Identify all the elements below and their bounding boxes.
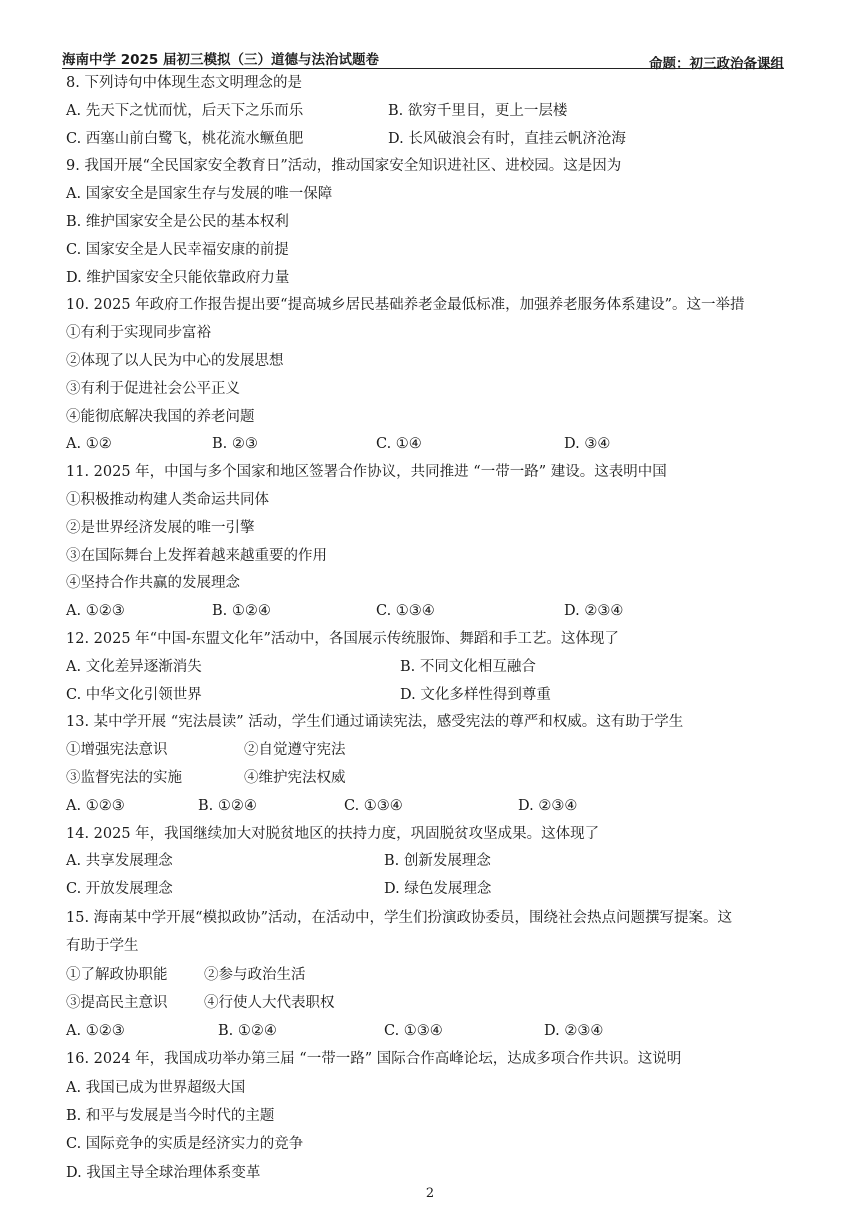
option-d: D. ②③④ (544, 1023, 604, 1040)
question-list (66, 70, 806, 1187)
question-15-stem-continued: 有助于学生 (66, 938, 139, 955)
question-10-options (66, 431, 806, 459)
option-b: B. 不同文化相互融合 (400, 658, 536, 675)
statement-3: ③提高民主意识 (66, 994, 168, 1011)
option-b: B. 欲穷千里目，更上一层楼 (388, 102, 568, 119)
question-11-options (66, 598, 806, 626)
question-12-options-row-1 (66, 654, 806, 682)
option-c: C. 国家安全是人民幸福安康的前提 (66, 241, 289, 258)
option-b: B. 创新发展理念 (384, 853, 491, 870)
question-13-statements-row-1 (66, 737, 806, 765)
option-a: A. 文化差异逐渐消失 (66, 658, 202, 675)
option-d: D. ②③④ (518, 797, 578, 814)
option-a: A. ①②③ (66, 797, 125, 814)
option-c: C. ①③④ (376, 603, 435, 620)
statement-3: ③监督宪法的实施 (66, 769, 182, 786)
question-16-stem: 16. 2024 年，我国成功举办第三届 “一带一路” 国际合作高峰论坛，达成多项合作共识。这说明 (66, 1051, 682, 1068)
page-header (62, 46, 784, 72)
statement-4: ④维护宪法权威 (244, 769, 346, 786)
statement-1: ①增强宪法意识 (66, 742, 168, 759)
question-12-options-row-2 (66, 682, 806, 710)
question-14-stem: 14. 2025 年，我国继续加大对脱贫地区的扶持力度，巩固脱贫攻坚成果。这体现了 (66, 825, 600, 842)
option-b: B. 和平与发展是当今时代的主题 (66, 1107, 275, 1124)
question-15-stem: 15. 海南某中学开展“模拟政协”活动，在活动中，学生们扮演政协委员，围绕社会热点问题撰写提案。这 (66, 909, 732, 926)
option-d: D. 维护国家安全只能依靠政府力量 (66, 269, 290, 286)
statement-3: ③有利于促进社会公平正义 (66, 380, 240, 397)
option-c: C. 西塞山前白鹭飞，桃花流水鳜鱼肥 (66, 130, 304, 147)
option-c: C. 中华文化引领世界 (66, 686, 202, 703)
question-9-stem: 9. 我国开展“全民国家安全教育日”活动，推动国家安全知识进社区、进校园。这是因为 (66, 158, 622, 175)
page-number: 2 (425, 1186, 435, 1201)
question-14-options-row-2 (66, 876, 806, 904)
option-d: D. 文化多样性得到尊重 (400, 686, 551, 703)
option-d: D. 我国主导全球治理体系变革 (66, 1164, 261, 1181)
option-a: A. 共享发展理念 (66, 853, 173, 870)
option-b: B. ②③ (212, 436, 258, 453)
option-a: A. 我国已成为世界超级大国 (66, 1079, 246, 1096)
header-divider (62, 68, 784, 69)
question-14-options-row-1 (66, 848, 806, 876)
statement-3: ③在国际舞台上发挥着越来越重要的作用 (66, 547, 327, 564)
option-b: B. ①②④ (212, 603, 271, 620)
option-b: B. 维护国家安全是公民的基本权利 (66, 213, 289, 230)
option-b: B. ①②④ (198, 797, 257, 814)
statement-4: ④行使人大代表职权 (204, 994, 335, 1011)
question-15-statements-row-1 (66, 961, 806, 989)
option-c: C. 国际竞争的实质是经济实力的竞争 (66, 1136, 304, 1153)
question-12-stem: 12. 2025 年“中国-东盟文化年”活动中，各国展示传统服饰、舞蹈和手工艺。这体现了 (66, 630, 619, 647)
question-15-options (66, 1017, 806, 1045)
statement-2: ②自觉遵守宪法 (244, 742, 346, 759)
option-d: D. 绿色发展理念 (384, 881, 492, 898)
question-13-statements-row-2 (66, 765, 806, 793)
exam-author: 命题：初三政治备课组 (649, 56, 784, 72)
option-a: A. 国家安全是国家生存与发展的唯一保障 (66, 186, 333, 203)
question-11-stem: 11. 2025 年，中国与多个国家和地区签署合作协议，共同推进 “一带一路” 建设。这表明中国 (66, 464, 667, 481)
statement-1: ①积极推动构建人类命运共同体 (66, 491, 269, 508)
option-a: A. ①②③ (66, 1023, 125, 1040)
statement-2: ②体现了以人民为中心的发展思想 (66, 352, 284, 369)
option-c: C. ①③④ (344, 797, 403, 814)
question-13-options (66, 793, 806, 821)
statement-4: ④能彻底解决我国的养老问题 (66, 408, 255, 425)
option-a: A. ①② (66, 436, 112, 453)
statement-1: ①有利于实现同步富裕 (66, 325, 211, 342)
question-8-options-row-2 (66, 126, 806, 154)
question-13-stem: 13. 某中学开展 “宪法晨读” 活动，学生们通过诵读宪法，感受宪法的尊严和权威。这有助于学生 (66, 714, 684, 731)
option-a: A. 先天下之忧而忧，后天下之乐而乐 (66, 102, 304, 119)
option-d: D. 长风破浪会有时，直挂云帆济沧海 (388, 130, 626, 147)
option-d: D. ②③④ (564, 603, 624, 620)
question-15-statements-row-2 (66, 989, 806, 1017)
option-c: C. ①③④ (384, 1023, 443, 1040)
option-c: C. ①④ (376, 436, 422, 453)
statement-4: ④坚持合作共赢的发展理念 (66, 575, 240, 592)
question-8-stem: 8. 下列诗句中体现生态文明理念的是 (66, 75, 302, 91)
statement-1: ①了解政协职能 (66, 966, 168, 983)
option-a: A. ①②③ (66, 603, 125, 620)
option-c: C. 开放发展理念 (66, 881, 173, 898)
exam-title: 海南中学 2025 届初三模拟（三）道德与法治试题卷 (62, 52, 379, 68)
question-10-stem: 10. 2025 年政府工作报告提出要“提高城乡居民基础养老金最低标准，加强养老服务体系建设”。这一举措 (66, 297, 745, 314)
question-8-options-row-1 (66, 98, 806, 126)
statement-2: ②参与政治生活 (204, 966, 306, 983)
statement-2: ②是世界经济发展的唯一引擎 (66, 519, 255, 536)
option-d: D. ③④ (564, 436, 611, 453)
option-b: B. ①②④ (218, 1023, 277, 1040)
